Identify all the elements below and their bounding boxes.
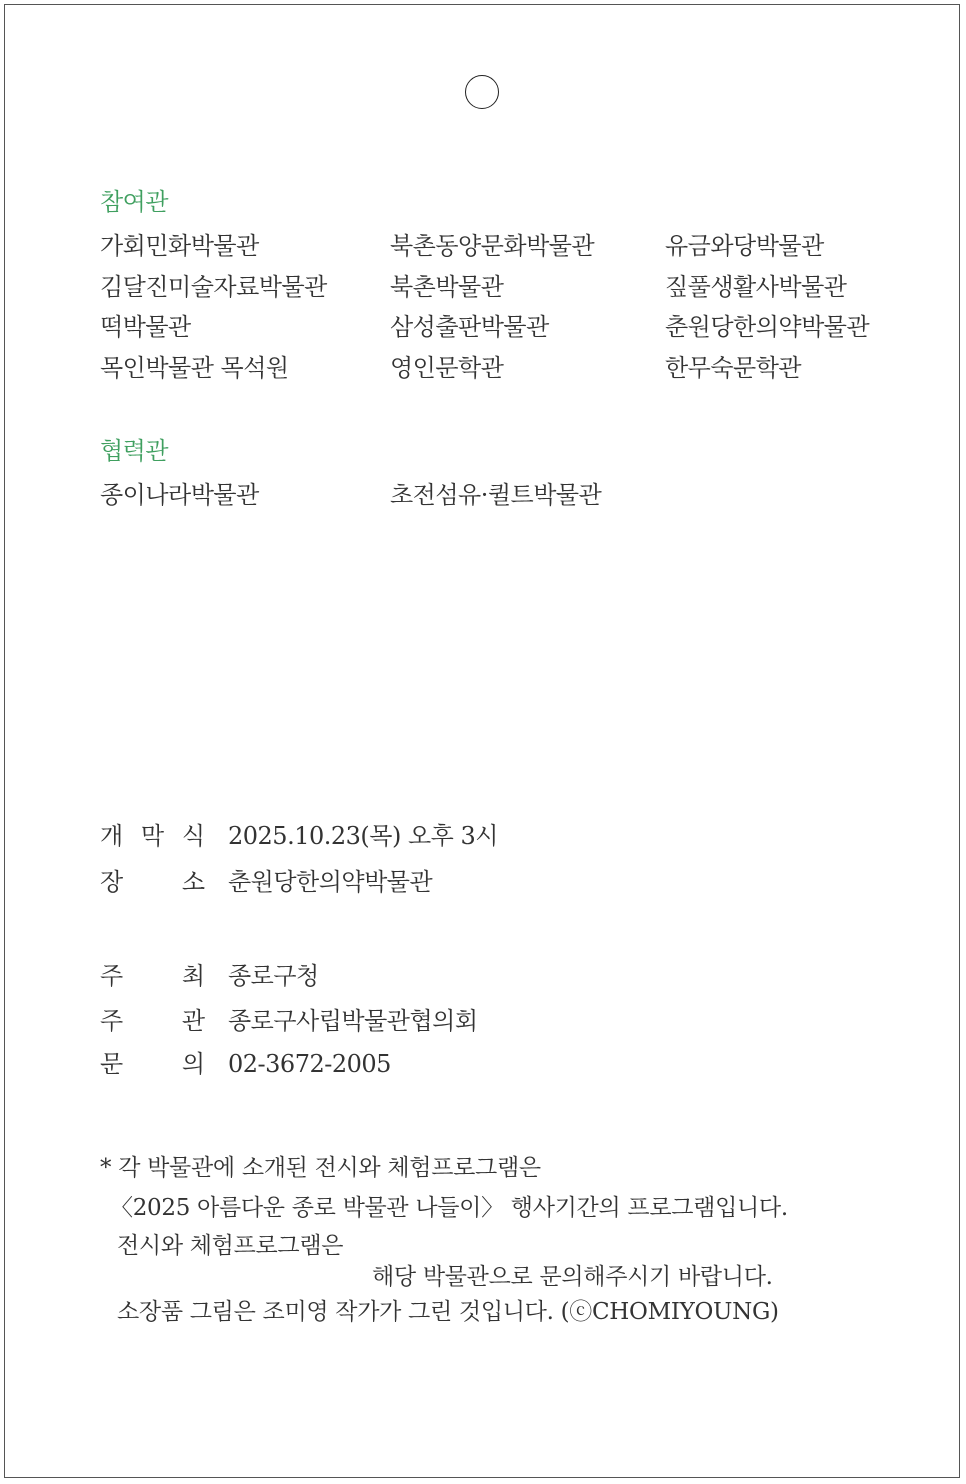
- info-label-char: 최: [181, 962, 205, 990]
- info-label: [100, 1006, 205, 1036]
- info-label: [100, 961, 205, 991]
- info-label-char: 주: [100, 1007, 124, 1035]
- participating-museum: 가회민화박물관: [100, 232, 259, 260]
- note-line: 해당 박물관으로 문의해주시기 바랍니다.: [372, 1264, 773, 1290]
- info-label-char: 식: [181, 822, 205, 850]
- note-line: 전시와 체험프로그램은: [117, 1233, 344, 1259]
- hang-hole: [465, 75, 499, 109]
- info-value: 2025.10.23(목) 오후 3시: [228, 822, 498, 850]
- info-label: [100, 821, 205, 851]
- participating-heading: 참여관: [100, 188, 169, 216]
- cooperating-item: 종이나라박물관: [100, 481, 259, 509]
- info-label-char: 소: [181, 868, 205, 896]
- info-label-char: 의: [181, 1050, 205, 1078]
- info-value: 춘원당한의약박물관: [228, 868, 433, 896]
- participating-museum: 짚풀생활사박물관: [665, 272, 847, 301]
- participating-museum: 북촌박물관: [390, 272, 504, 301]
- note-line: 〈2025 아름다운 종로 박물관 나들이〉 행사기간의 프로그램입니다.: [110, 1195, 788, 1221]
- info-label-char: 막: [140, 822, 165, 850]
- info-value: 02-3672-2005: [228, 1050, 391, 1078]
- info-label: [100, 867, 205, 897]
- info-label: [100, 1049, 205, 1079]
- participating-museum: 춘원당한의약박물관: [665, 313, 870, 341]
- participating-museum: 영인문학관: [390, 353, 504, 382]
- participating-museum: 목인박물관 목석원: [100, 353, 289, 382]
- info-label-char: 주: [100, 962, 124, 990]
- participating-museum: 떡박물관: [100, 313, 191, 341]
- participating-museum: 유금와당박물관: [665, 232, 824, 260]
- info-label-char: 개: [100, 822, 124, 850]
- info-label-char: 문: [100, 1050, 124, 1078]
- participating-museum: 삼성출판박물관: [390, 313, 549, 341]
- info-label-char: 장: [100, 868, 124, 896]
- cooperating-item: 초전섬유·퀼트박물관: [390, 481, 602, 509]
- participating-museum: 북촌동양문화박물관: [390, 232, 595, 260]
- info-value: 종로구사립박물관협의회: [228, 1007, 478, 1035]
- participating-museum: 한무숙문학관: [665, 353, 802, 382]
- participating-museum: 김달진미술자료박물관: [100, 272, 327, 301]
- note-line: * 각 박물관에 소개된 전시와 체험프로그램은: [100, 1155, 541, 1181]
- cooperating-heading: 협력관: [100, 437, 169, 465]
- info-label-char: 관: [181, 1007, 205, 1035]
- note-line: 소장품 그림은 조미영 작가가 그린 것입니다. (ⓒCHOMIYOUNG): [117, 1299, 779, 1325]
- info-value: 종로구청: [228, 962, 319, 990]
